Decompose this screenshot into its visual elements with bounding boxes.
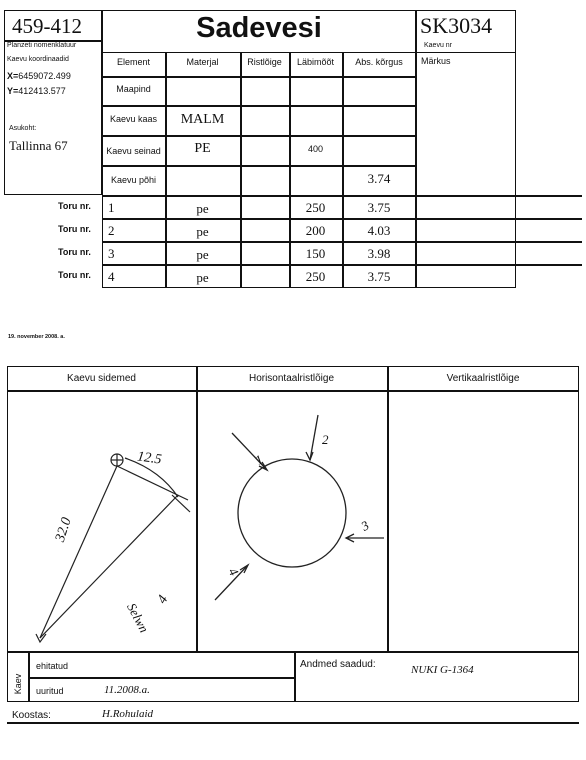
data-source-label: Andmed saadud: xyxy=(300,659,376,670)
col-section: Ristlõige xyxy=(247,57,282,67)
panel-horizontal-title: Horisontaalristlõige xyxy=(248,373,335,384)
pipe-material: pe xyxy=(196,247,209,262)
panel-vertical-title: Vertikaalristlõige xyxy=(446,373,520,384)
date-line: 19. november 2008. a. xyxy=(8,334,65,340)
pipe-label: Toru nr. xyxy=(58,224,91,234)
pipe-mark-1: 1 xyxy=(252,451,266,468)
col-remarks: Märkus xyxy=(421,56,451,66)
well-id: SK3034 xyxy=(420,13,493,38)
y-coordinate: Y=412413.577 xyxy=(7,86,66,96)
surveyed-value: 11.2008.a. xyxy=(104,684,150,696)
pipe-material: pe xyxy=(196,201,209,216)
map-code-label: Planzeti nomenklatuur xyxy=(7,42,77,49)
pipe-diameter: 250 xyxy=(305,269,326,284)
location-value: Tallinna 67 xyxy=(9,138,68,153)
location-label: Asukoht: xyxy=(9,125,37,132)
col-diameter: Läbimõõt xyxy=(296,57,335,67)
page-title: Sadevesi xyxy=(196,12,322,44)
col-height: Abs. kõrgus xyxy=(355,57,403,67)
tie-label-c: 4 xyxy=(154,592,172,607)
well-id-label: Kaevu nr xyxy=(424,42,453,49)
data-source-value: NUKI G-1364 xyxy=(411,664,474,676)
pipe-height: 3.98 xyxy=(367,246,391,261)
table-cell-material: PE xyxy=(194,141,211,156)
table-cell-material: MALM xyxy=(180,112,225,127)
well-circle xyxy=(238,459,346,567)
pipe-nr: 2 xyxy=(108,223,115,238)
panel-ties-title: Kaevu sidemed xyxy=(67,373,136,384)
pipe-nr: 3 xyxy=(108,246,115,261)
tie-line-a xyxy=(40,466,117,638)
compiled-value: H.Rohulaid xyxy=(102,708,154,720)
map-code: 459-412 xyxy=(12,14,82,38)
table-cell-diameter: 400 xyxy=(307,144,324,154)
pipe-label: Toru nr. xyxy=(58,201,91,211)
pipe-diameter: 200 xyxy=(305,223,326,238)
table-row-element: Kaevu seinad xyxy=(106,146,161,156)
pipe-diameter: 150 xyxy=(305,246,326,261)
x-coordinate: X=6459072.499 xyxy=(7,71,71,81)
pipe-nr: 1 xyxy=(108,200,115,215)
pipe-diameter: 250 xyxy=(305,200,326,215)
kaev-label: Kaev xyxy=(13,673,23,695)
table-row-element: Kaevu põhi xyxy=(110,175,157,185)
pipe-height: 4.03 xyxy=(367,223,391,238)
surveyed-label: uuritud xyxy=(36,686,64,696)
pipe-nr: 4 xyxy=(108,269,115,284)
ties-sketch xyxy=(36,454,190,642)
table-row-element: Maapind xyxy=(116,84,151,94)
pipe-mark-3: 3 xyxy=(358,517,372,534)
pipe-mark-2: 2 xyxy=(322,432,329,447)
pipe-label: Toru nr. xyxy=(58,270,91,280)
pipe-label: Toru nr. xyxy=(58,247,91,257)
tie-label-a: 12.5 xyxy=(136,449,163,468)
coords-label: Kaevu koordinaadid xyxy=(7,56,69,63)
pipe-height: 3.75 xyxy=(367,200,391,215)
horizontal-section xyxy=(215,415,384,600)
pipe-material: pe xyxy=(196,270,209,285)
tie-label-d: Selwn xyxy=(124,600,152,635)
pipe-height: 3.75 xyxy=(367,269,391,284)
compiled-label: Koostas: xyxy=(12,710,51,721)
col-element: Element xyxy=(116,57,151,67)
built-label: ehitatud xyxy=(36,661,69,671)
table-cell-height: 3.74 xyxy=(367,171,391,186)
pipe-material: pe xyxy=(196,224,209,239)
pipe-2-line xyxy=(310,415,318,460)
tie-label-b: 32.0 xyxy=(52,515,75,544)
table-row-element: Kaevu kaas xyxy=(109,114,158,124)
pipe-mark-4: 4 xyxy=(225,565,242,579)
col-material: Materjal xyxy=(186,57,219,67)
